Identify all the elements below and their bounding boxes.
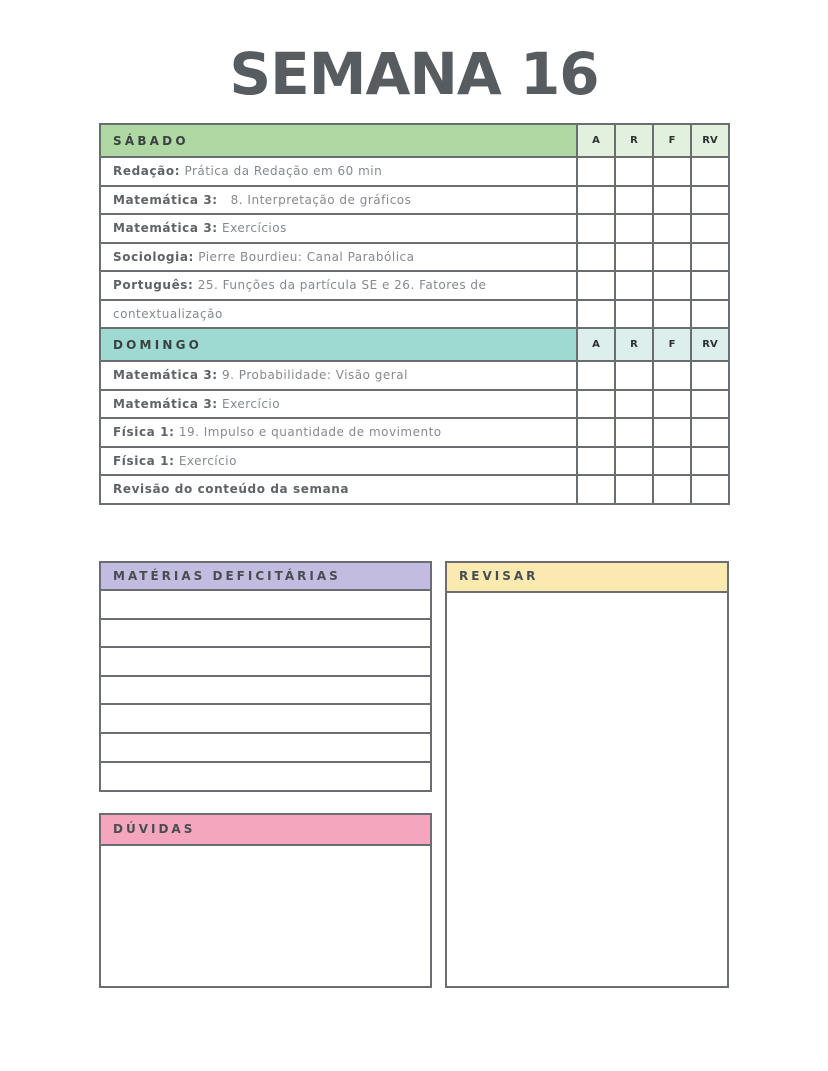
table-row	[100, 418, 729, 447]
task-topic: contextualização	[113, 306, 223, 321]
deficit-line[interactable]	[101, 705, 430, 734]
task-subject: Física 1:	[113, 425, 175, 440]
task-cell	[100, 214, 577, 243]
task-subject: Português:	[113, 278, 194, 293]
task-subject: Matemática 3:	[113, 368, 218, 383]
col-header-r: R	[615, 124, 653, 157]
col-header-f: F	[653, 328, 691, 361]
check-r[interactable]	[615, 390, 653, 419]
check-rv[interactable]	[691, 271, 729, 300]
table-row	[100, 186, 729, 215]
task-cell	[100, 361, 577, 390]
deficit-line[interactable]	[101, 763, 430, 792]
check-f[interactable]	[653, 300, 691, 329]
task-subject: Matemática 3:	[113, 221, 218, 236]
task-cell	[100, 390, 577, 419]
check-a[interactable]	[577, 271, 615, 300]
task-topic: 9. Probabilidade: Visão geral	[222, 368, 408, 383]
task-subject: Redação:	[113, 164, 181, 179]
task-cell	[100, 447, 577, 476]
check-rv[interactable]	[691, 214, 729, 243]
sunday-label: DOMINGO	[100, 328, 577, 361]
table-row	[100, 243, 729, 272]
check-a[interactable]	[577, 243, 615, 272]
check-f[interactable]	[653, 243, 691, 272]
check-r[interactable]	[615, 214, 653, 243]
table-row	[100, 300, 729, 329]
check-a[interactable]	[577, 475, 615, 504]
task-subject: Revisão do conteúdo da semana	[113, 482, 350, 497]
table-row	[100, 447, 729, 476]
check-a[interactable]	[577, 186, 615, 215]
check-r[interactable]	[615, 157, 653, 186]
sunday-header-row	[100, 328, 729, 361]
doubts-header: DÚVIDAS	[101, 815, 430, 846]
check-a[interactable]	[577, 390, 615, 419]
deficit-subjects-header: MATÉRIAS DEFICITÁRIAS	[101, 563, 430, 591]
check-a[interactable]	[577, 418, 615, 447]
check-f[interactable]	[653, 271, 691, 300]
task-cell	[100, 186, 577, 215]
col-header-rv: RV	[691, 124, 729, 157]
deficit-line[interactable]	[101, 734, 430, 763]
review-area[interactable]	[447, 593, 727, 986]
task-cell	[100, 418, 577, 447]
check-r[interactable]	[615, 186, 653, 215]
task-subject: Física 1:	[113, 453, 175, 468]
check-a[interactable]	[577, 447, 615, 476]
task-topic: Exercícios	[222, 221, 287, 236]
table-row	[100, 475, 729, 504]
task-topic: Exercício	[178, 453, 237, 468]
task-subject: Matemática 3:	[113, 192, 218, 207]
col-header-a: A	[577, 124, 615, 157]
task-topic: Prática da Redação em 60 min	[184, 164, 383, 179]
table-row	[100, 214, 729, 243]
deficit-line[interactable]	[101, 591, 430, 620]
task-topic: 19. Impulso e quantidade de movimento	[178, 425, 442, 440]
check-a[interactable]	[577, 300, 615, 329]
deficit-line[interactable]	[101, 677, 430, 706]
check-r[interactable]	[615, 300, 653, 329]
col-header-f: F	[653, 124, 691, 157]
weekly-schedule-table	[99, 123, 730, 505]
task-subject: Sociologia:	[113, 249, 194, 264]
doubts-box	[99, 813, 432, 988]
saturday-label: SÁBADO	[100, 124, 577, 157]
check-f[interactable]	[653, 447, 691, 476]
task-topic: Exercício	[222, 396, 281, 411]
check-rv[interactable]	[691, 418, 729, 447]
check-f[interactable]	[653, 186, 691, 215]
check-a[interactable]	[577, 361, 615, 390]
check-f[interactable]	[653, 418, 691, 447]
review-header: REVISAR	[447, 563, 727, 593]
task-cell	[100, 243, 577, 272]
check-f[interactable]	[653, 214, 691, 243]
table-row	[100, 390, 729, 419]
table-row	[100, 157, 729, 186]
deficit-subjects-box	[99, 561, 432, 792]
check-rv[interactable]	[691, 157, 729, 186]
check-r[interactable]	[615, 271, 653, 300]
task-topic: Pierre Bourdieu: Canal Parabólica	[198, 249, 415, 264]
check-r[interactable]	[615, 361, 653, 390]
check-f[interactable]	[653, 157, 691, 186]
check-rv[interactable]	[691, 475, 729, 504]
check-a[interactable]	[577, 157, 615, 186]
check-r[interactable]	[615, 243, 653, 272]
task-cell	[100, 475, 577, 504]
page-title: SEMANA 16	[229, 40, 599, 108]
check-r[interactable]	[615, 418, 653, 447]
check-rv[interactable]	[691, 186, 729, 215]
deficit-line[interactable]	[101, 648, 430, 677]
review-box	[445, 561, 729, 988]
check-rv[interactable]	[691, 447, 729, 476]
check-f[interactable]	[653, 475, 691, 504]
check-rv[interactable]	[691, 243, 729, 272]
task-topic: 8. Interpretação de gráficos	[222, 192, 412, 207]
check-r[interactable]	[615, 447, 653, 476]
task-topic: 25. Funções da partícula SE e 26. Fatores de	[197, 278, 487, 293]
task-cell	[100, 300, 577, 329]
task-subject: Matemática 3:	[113, 396, 218, 411]
check-rv[interactable]	[691, 390, 729, 419]
check-f[interactable]	[653, 390, 691, 419]
task-cell	[100, 271, 577, 300]
check-r[interactable]	[615, 475, 653, 504]
task-cell	[100, 157, 577, 186]
check-f[interactable]	[653, 361, 691, 390]
col-header-a: A	[577, 328, 615, 361]
col-header-rv: RV	[691, 328, 729, 361]
check-rv[interactable]	[691, 300, 729, 329]
saturday-header-row	[100, 124, 729, 157]
check-rv[interactable]	[691, 361, 729, 390]
table-row	[100, 271, 729, 300]
col-header-r: R	[615, 328, 653, 361]
deficit-line[interactable]	[101, 620, 430, 649]
check-a[interactable]	[577, 214, 615, 243]
table-row	[100, 361, 729, 390]
doubts-area[interactable]	[101, 846, 430, 987]
